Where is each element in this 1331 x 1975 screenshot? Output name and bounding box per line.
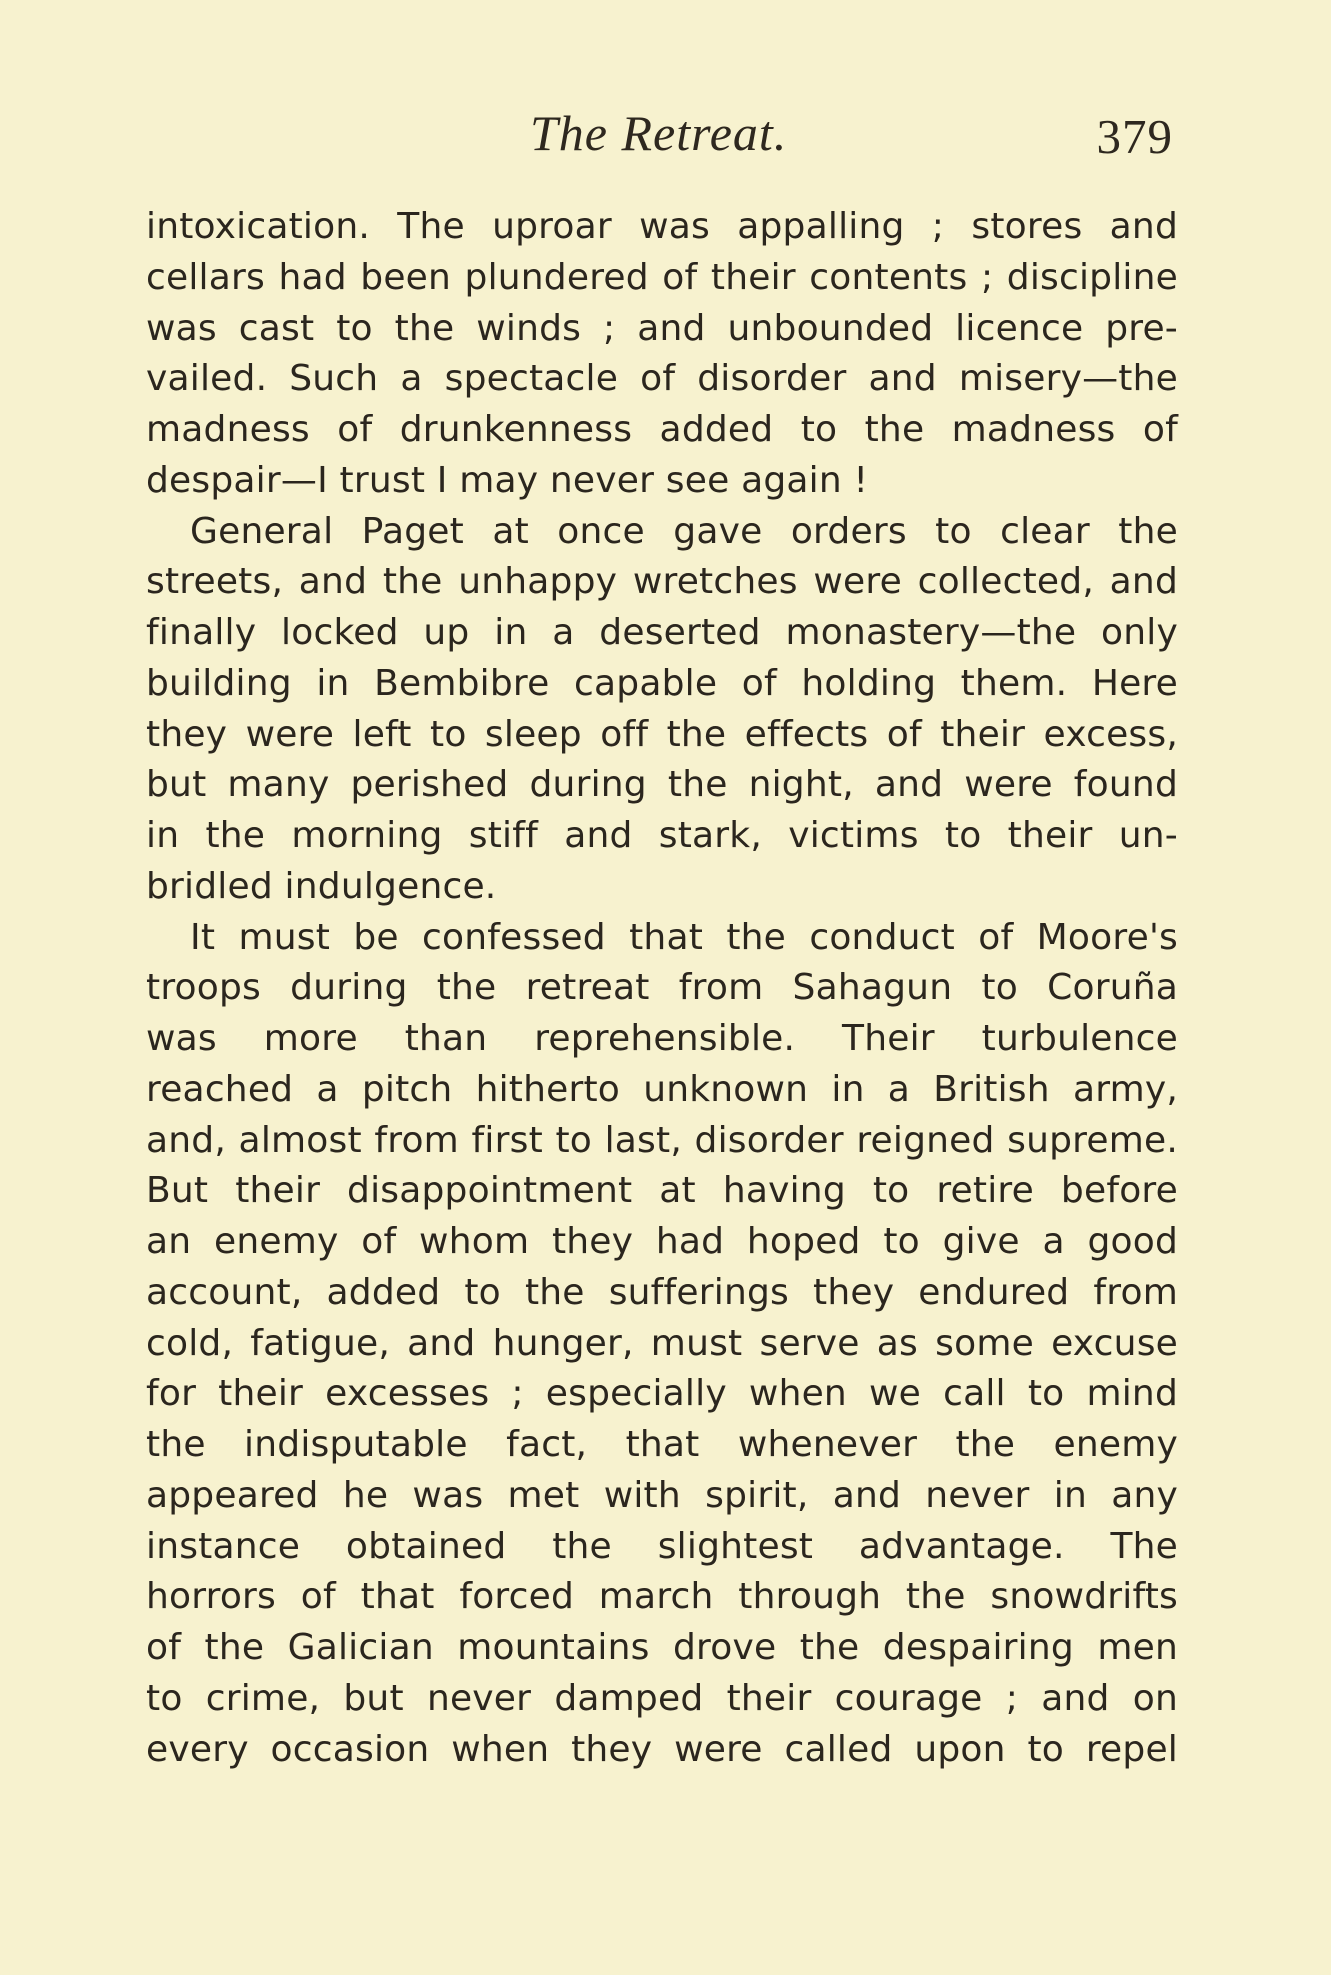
text-line-3: was cast to the winds ; and unbounded licence pre-: [146, 307, 1178, 349]
text-line-27: instance obtained the slightest advantage. The: [146, 1525, 1178, 1567]
text-line-1: intoxication. The uproar was appalling ; stores and: [146, 206, 1178, 247]
text-line-20: But their disappointment at having to retire before: [146, 1170, 1178, 1212]
running-head: [145, 104, 1177, 164]
text-line-12: but many perished during the night, and were found: [146, 764, 1178, 806]
text-line-14: bridled indulgence.: [146, 865, 497, 907]
text-line-25: the indisputable fact, that whenever the enemy: [146, 1424, 1178, 1465]
text-line-29: of the Galician mountains drove the despairing men: [146, 1627, 1178, 1668]
text-line-31: every occasion when they were called upon to repel: [146, 1728, 1178, 1770]
text-line-15: It must be confessed that the conduct of Moore's: [190, 916, 1178, 958]
text-line-5: madness of drunkenness added to the madness of: [146, 409, 1178, 450]
text-line-2: cellars had been plundered of their contents ; discipline: [146, 256, 1178, 298]
body-text: [146, 202, 1178, 1775]
text-line-16: troops during the retreat from Sahagun to Coruña: [146, 967, 1178, 1009]
text-line-8: streets, and the unhappy wretches were collected, and: [146, 561, 1178, 603]
text-line-9: finally locked up in a deserted monastery—the only: [146, 612, 1178, 653]
text-line-19: and, almost from first to last, disorder reigned supreme.: [146, 1119, 1178, 1161]
text-line-26: appeared he was met with spirit, and never in any: [146, 1474, 1178, 1516]
text-line-18: reached a pitch hitherto unknown in a British army,: [146, 1068, 1178, 1110]
text-line-17: was more than reprehensible. Their turbulence: [146, 1018, 1178, 1059]
text-line-7: General Paget at once gave orders to clear the: [190, 510, 1178, 552]
page-number: 379: [1096, 109, 1173, 164]
text-line-24: for their excesses ; especially when we call to mind: [146, 1373, 1178, 1415]
text-line-4: vailed. Such a spectacle of disorder and misery—the: [146, 358, 1178, 400]
text-line-10: building in Bembibre capable of holding them. Here: [146, 662, 1178, 704]
text-line-30: to crime, but never damped their courage ; and on: [146, 1677, 1178, 1719]
text-line-11: they were left to sleep off the effects of their excess,: [146, 713, 1178, 755]
text-line-6: despair—I trust I may never see again !: [146, 459, 869, 501]
text-line-21: an enemy of whom they had hoped to give a good: [146, 1221, 1178, 1262]
text-line-23: cold, fatigue, and hunger, must serve as some excuse: [146, 1322, 1178, 1364]
text-line-22: account, added to the sufferings they endured from: [146, 1271, 1178, 1313]
running-title: The Retreat.: [530, 105, 788, 161]
text-line-13: in the morning stiff and stark, victims to their un-: [146, 815, 1178, 856]
text-line-28: horrors of that forced march through the snowdrifts: [146, 1576, 1178, 1618]
